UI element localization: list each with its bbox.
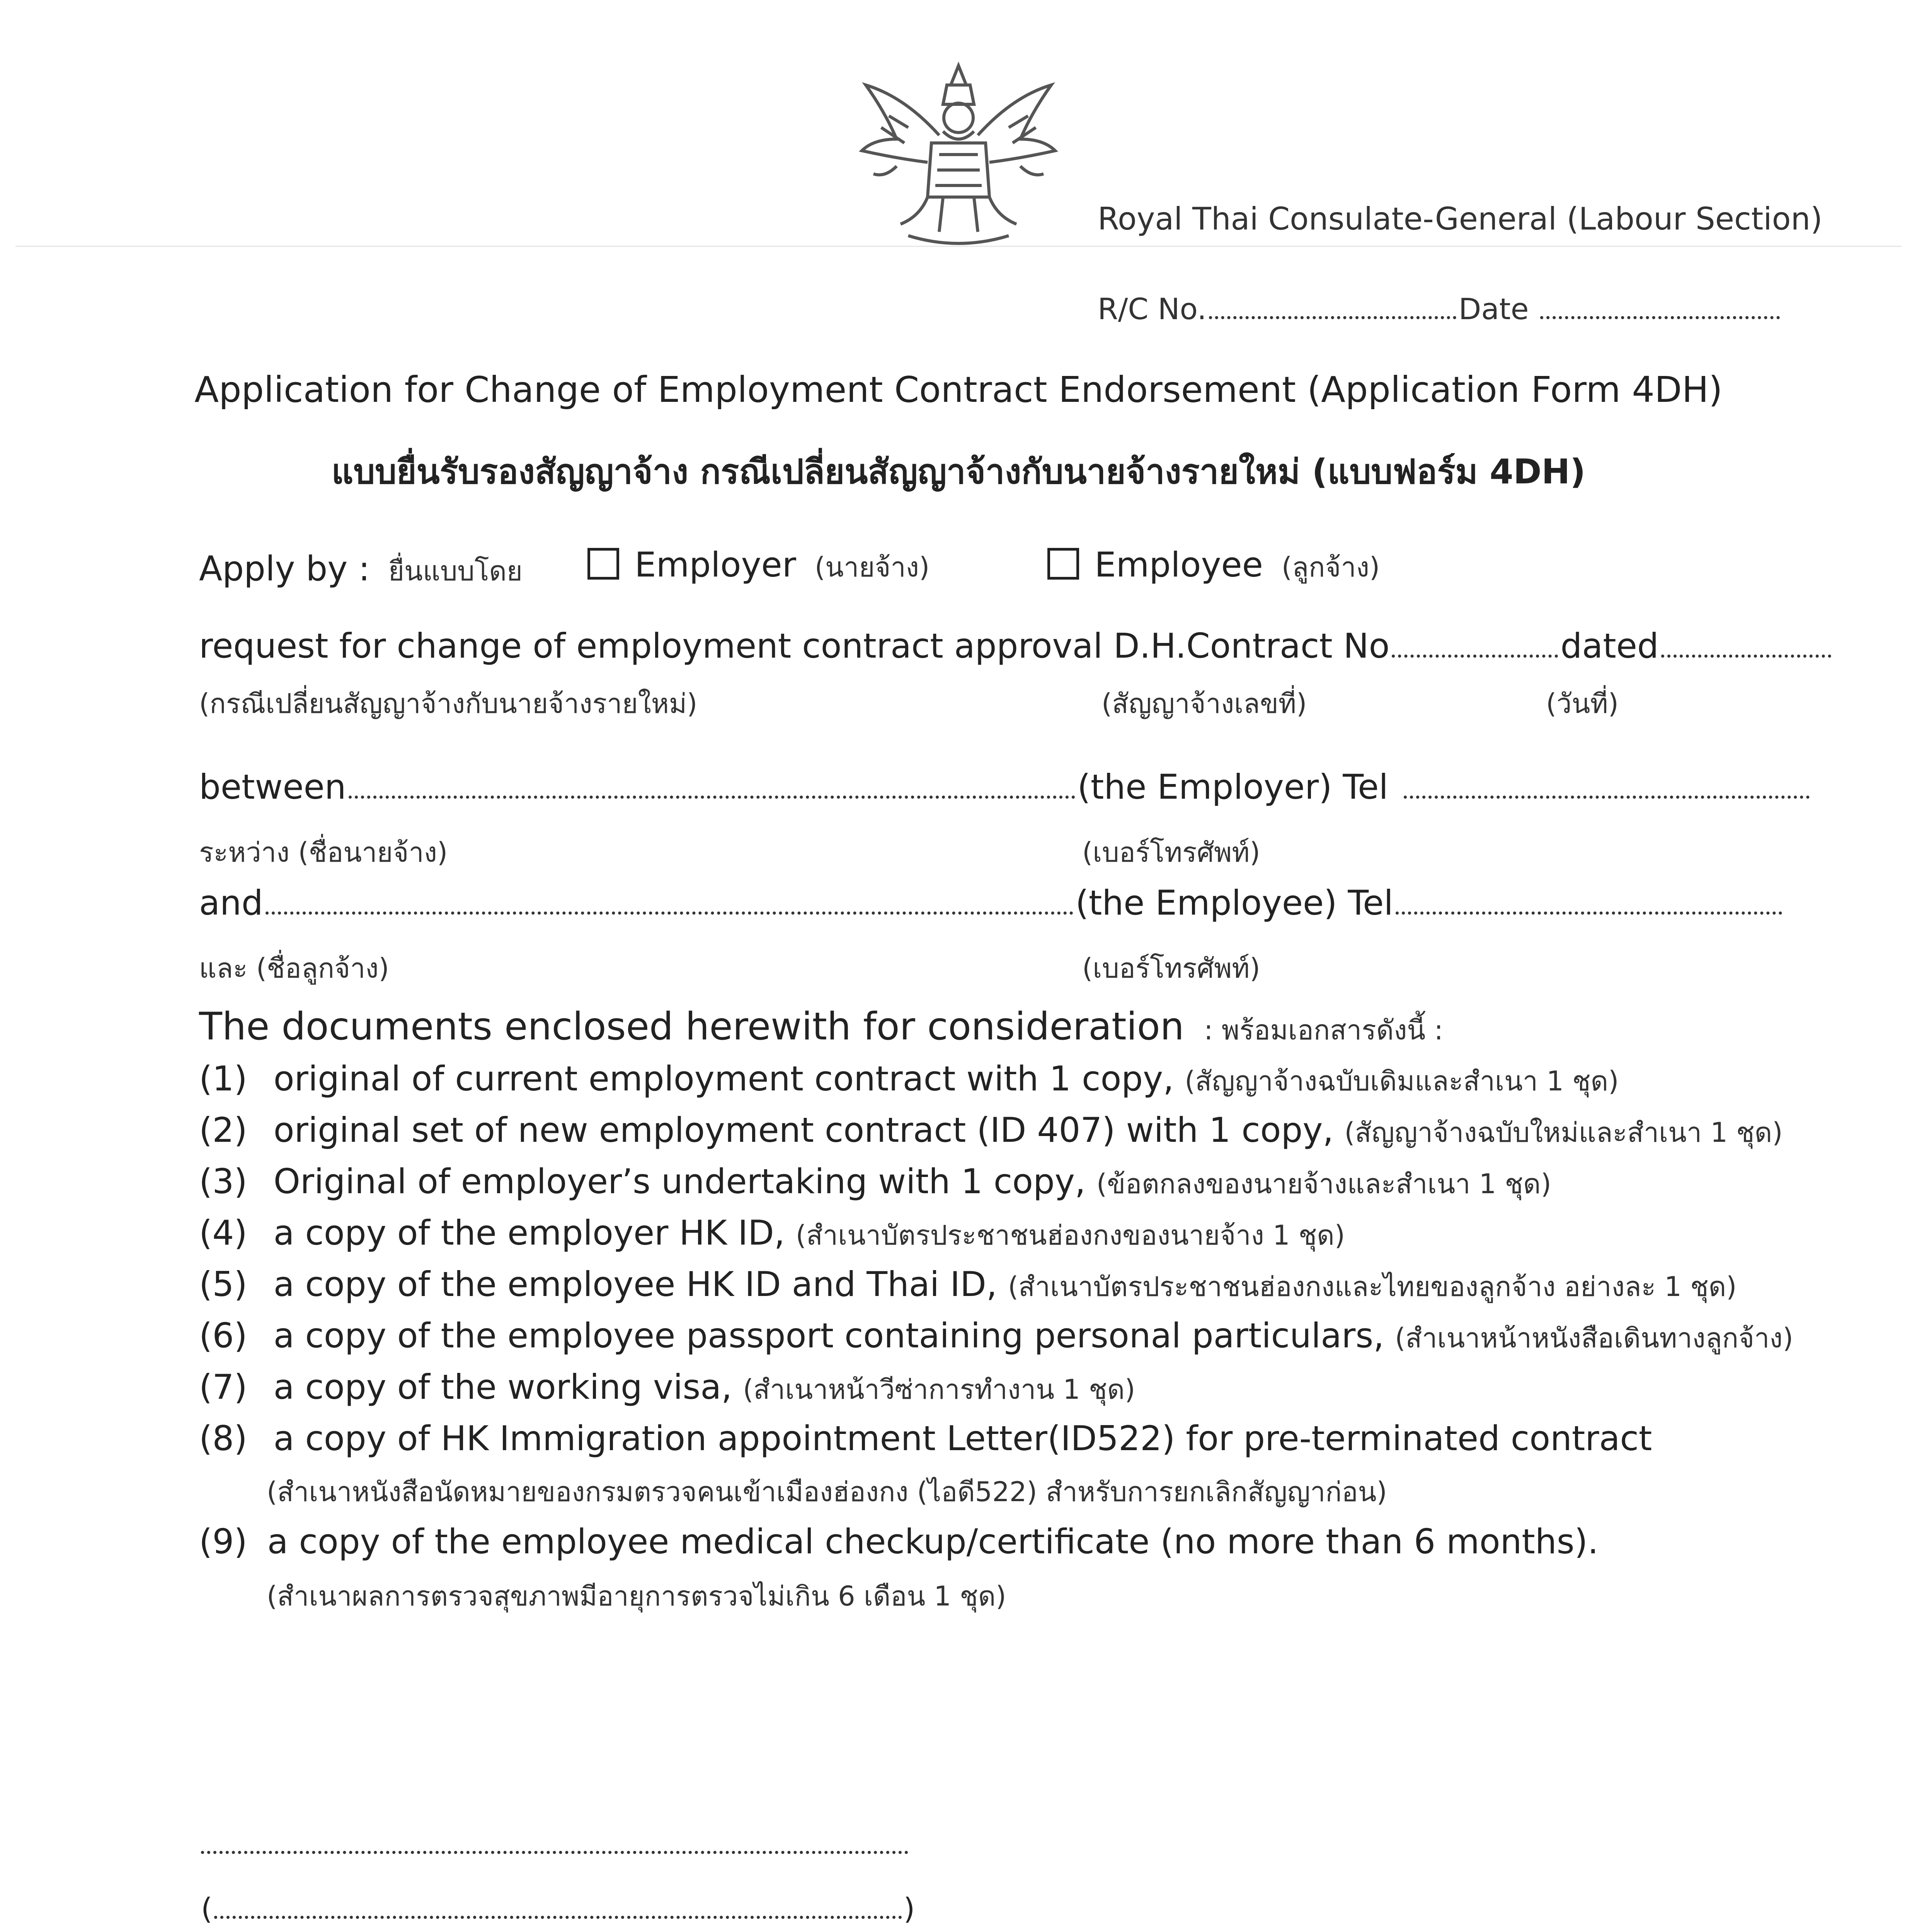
list-item	[199, 1367, 1135, 1411]
employer-option-thai: (นายจ้าง)	[814, 551, 930, 583]
employer-tel-thai: (เบอร์โทรศัพท์)	[1082, 837, 1260, 868]
item-number: (5)	[199, 1264, 247, 1304]
request-text: request for change of employment contract approval D.H.Contract No	[199, 626, 1390, 666]
apply-by-label: Apply by :	[199, 549, 370, 588]
list-item	[199, 1418, 1652, 1458]
item-text: a copy of the employer HK ID,	[273, 1213, 785, 1253]
contract-number-field[interactable]	[1392, 655, 1558, 658]
item-text-thai: (สำเนาผลการตรวจสุขภาพมีอายุการตรวจไม่เกิน 6 เดือน 1 ชุด)	[267, 1580, 1006, 1612]
rc-date-line	[1098, 292, 1782, 326]
item-text: a copy of HK Immigration appointment Letter(ID522) for pre-terminated contract	[273, 1418, 1652, 1458]
item-number: (7)	[199, 1367, 247, 1407]
list-item	[199, 1522, 1599, 1561]
rc-number-field[interactable]	[1209, 316, 1456, 319]
form-title-english: Application for Change of Employment Contract Endorsement (Application Form 4DH)	[194, 369, 1723, 410]
employee-checkbox[interactable]	[1047, 548, 1079, 580]
item-text-thai: (ข้อตกลงของนายจ้างและสำเนา 1 ชุด)	[1096, 1168, 1551, 1200]
employer-tel-label: (the Employer) Tel	[1077, 767, 1388, 807]
employer-tel-field[interactable]	[1404, 796, 1810, 799]
employee-tel-label: (the Employee) Tel	[1075, 883, 1393, 923]
and-label: and	[199, 883, 263, 923]
employee-tel-field[interactable]	[1396, 912, 1782, 915]
item-text-thai: (สัญญาจ้างฉบับเดิมและสำเนา 1 ชุด)	[1185, 1065, 1619, 1097]
item-text: original of current employment contract with 1 copy,	[273, 1059, 1174, 1099]
list-item	[199, 1316, 1793, 1359]
signature-field[interactable]	[201, 1851, 908, 1854]
contract-date-thai: (วันที่)	[1546, 688, 1619, 719]
rc-label: R/C No.	[1098, 292, 1207, 326]
item-text-thai: (สำเนาหน้าวีซ่าการทำงาน 1 ชุด)	[743, 1374, 1136, 1405]
between-label-thai: ระหว่าง (ชื่อนายจ้าง)	[199, 837, 448, 868]
employee-line	[199, 883, 1784, 923]
employer-option-label: Employer	[635, 545, 796, 585]
list-item	[199, 1162, 1551, 1205]
item-number: (1)	[199, 1059, 247, 1099]
item-number: (9)	[199, 1522, 247, 1561]
employer-line	[199, 767, 1812, 807]
garuda-emblem	[850, 50, 1067, 267]
item-number: (3)	[199, 1162, 247, 1201]
list-item	[199, 1110, 1783, 1154]
item-number: (8)	[199, 1418, 247, 1458]
item-text-thai: (สำเนาบัตรประชาชนฮ่องกงของนายจ้าง 1 ชุด)	[795, 1219, 1345, 1251]
documents-heading-thai: : พร้อมเอกสารดังนี้ :	[1204, 1014, 1444, 1046]
form-title-thai: แบบยื่นรับรองสัญญาจ้าง กรณีเปลี่ยนสัญญาจ้างกับนายจ้างรายใหม่ (แบบฟอร์ม 4DH)	[331, 452, 1586, 492]
date-field[interactable]	[1540, 316, 1780, 319]
and-label-thai: และ (ชื่อลูกจ้าง)	[199, 952, 389, 984]
list-item	[199, 1264, 1737, 1308]
item-number: (4)	[199, 1213, 247, 1253]
documents-heading-text: The documents enclosed herewith for consideration	[199, 1005, 1184, 1049]
between-label: between	[199, 767, 346, 807]
item-text-thai: (สำเนาหนังสือนัดหมายของกรมตรวจคนเข้าเมืองฮ่องกง (ไอดี522) สำหรับการยกเลิกสัญญาก่อน)	[267, 1476, 1387, 1508]
item-text-thai: (สำเนาหน้าหนังสือเดินทางลูกจ้าง)	[1395, 1322, 1793, 1354]
employee-option[interactable]	[1047, 545, 1380, 588]
item-text: original set of new employment contract (ID 407) with 1 copy,	[273, 1110, 1334, 1150]
open-paren: (	[201, 1891, 213, 1926]
item-text-thai: (สัญญาจ้างฉบับใหม่และสำเนา 1 ชุด)	[1344, 1117, 1783, 1148]
contract-number-thai: (สัญญาจ้างเลขที่)	[1102, 688, 1307, 719]
block-name-field[interactable]	[214, 1916, 902, 1919]
item-text: a copy of the working visa,	[273, 1367, 732, 1407]
request-text-thai: (กรณีเปลี่ยนสัญญาจ้างกับนายจ้างรายใหม่)	[199, 688, 698, 719]
close-paren: )	[903, 1891, 915, 1926]
consulate-name: Royal Thai Consulate-General (Labour Section)	[1098, 201, 1823, 237]
dated-label: dated	[1560, 626, 1659, 666]
list-item	[199, 1059, 1619, 1102]
list-item	[199, 1213, 1345, 1257]
employer-checkbox[interactable]	[587, 548, 619, 580]
apply-by-row	[199, 549, 523, 592]
request-line	[199, 626, 1834, 666]
employee-name-field[interactable]	[266, 912, 1073, 915]
date-label: Date	[1458, 292, 1529, 326]
employee-option-thai: (ลูกจ้าง)	[1281, 551, 1380, 583]
documents-heading	[199, 1005, 1443, 1051]
item-text-thai: (สำเนาบัตรประชาชนฮ่องกงและไทยของลูกจ้าง อย่างละ 1 ชุด)	[1008, 1271, 1737, 1303]
item-text: a copy of the employee HK ID and Thai ID,	[273, 1264, 997, 1304]
contract-date-field[interactable]	[1661, 655, 1831, 658]
employee-option-label: Employee	[1095, 545, 1263, 585]
employer-option[interactable]	[587, 545, 930, 588]
item-number: (2)	[199, 1110, 247, 1150]
item-text: a copy of the employee medical checkup/certificate (no more than 6 months).	[267, 1522, 1599, 1561]
item-number: (6)	[199, 1316, 247, 1355]
item-text: Original of employer’s undertaking with 1 copy,	[273, 1162, 1086, 1201]
block-name-line	[201, 1891, 915, 1926]
apply-by-label-thai: ยื่นแบบโดย	[388, 555, 523, 587]
header-divider	[15, 246, 1902, 247]
item-text: a copy of the employee passport containing personal particulars,	[273, 1316, 1384, 1355]
employer-name-field[interactable]	[349, 796, 1075, 799]
employee-tel-thai: (เบอร์โทรศัพท์)	[1082, 952, 1260, 984]
